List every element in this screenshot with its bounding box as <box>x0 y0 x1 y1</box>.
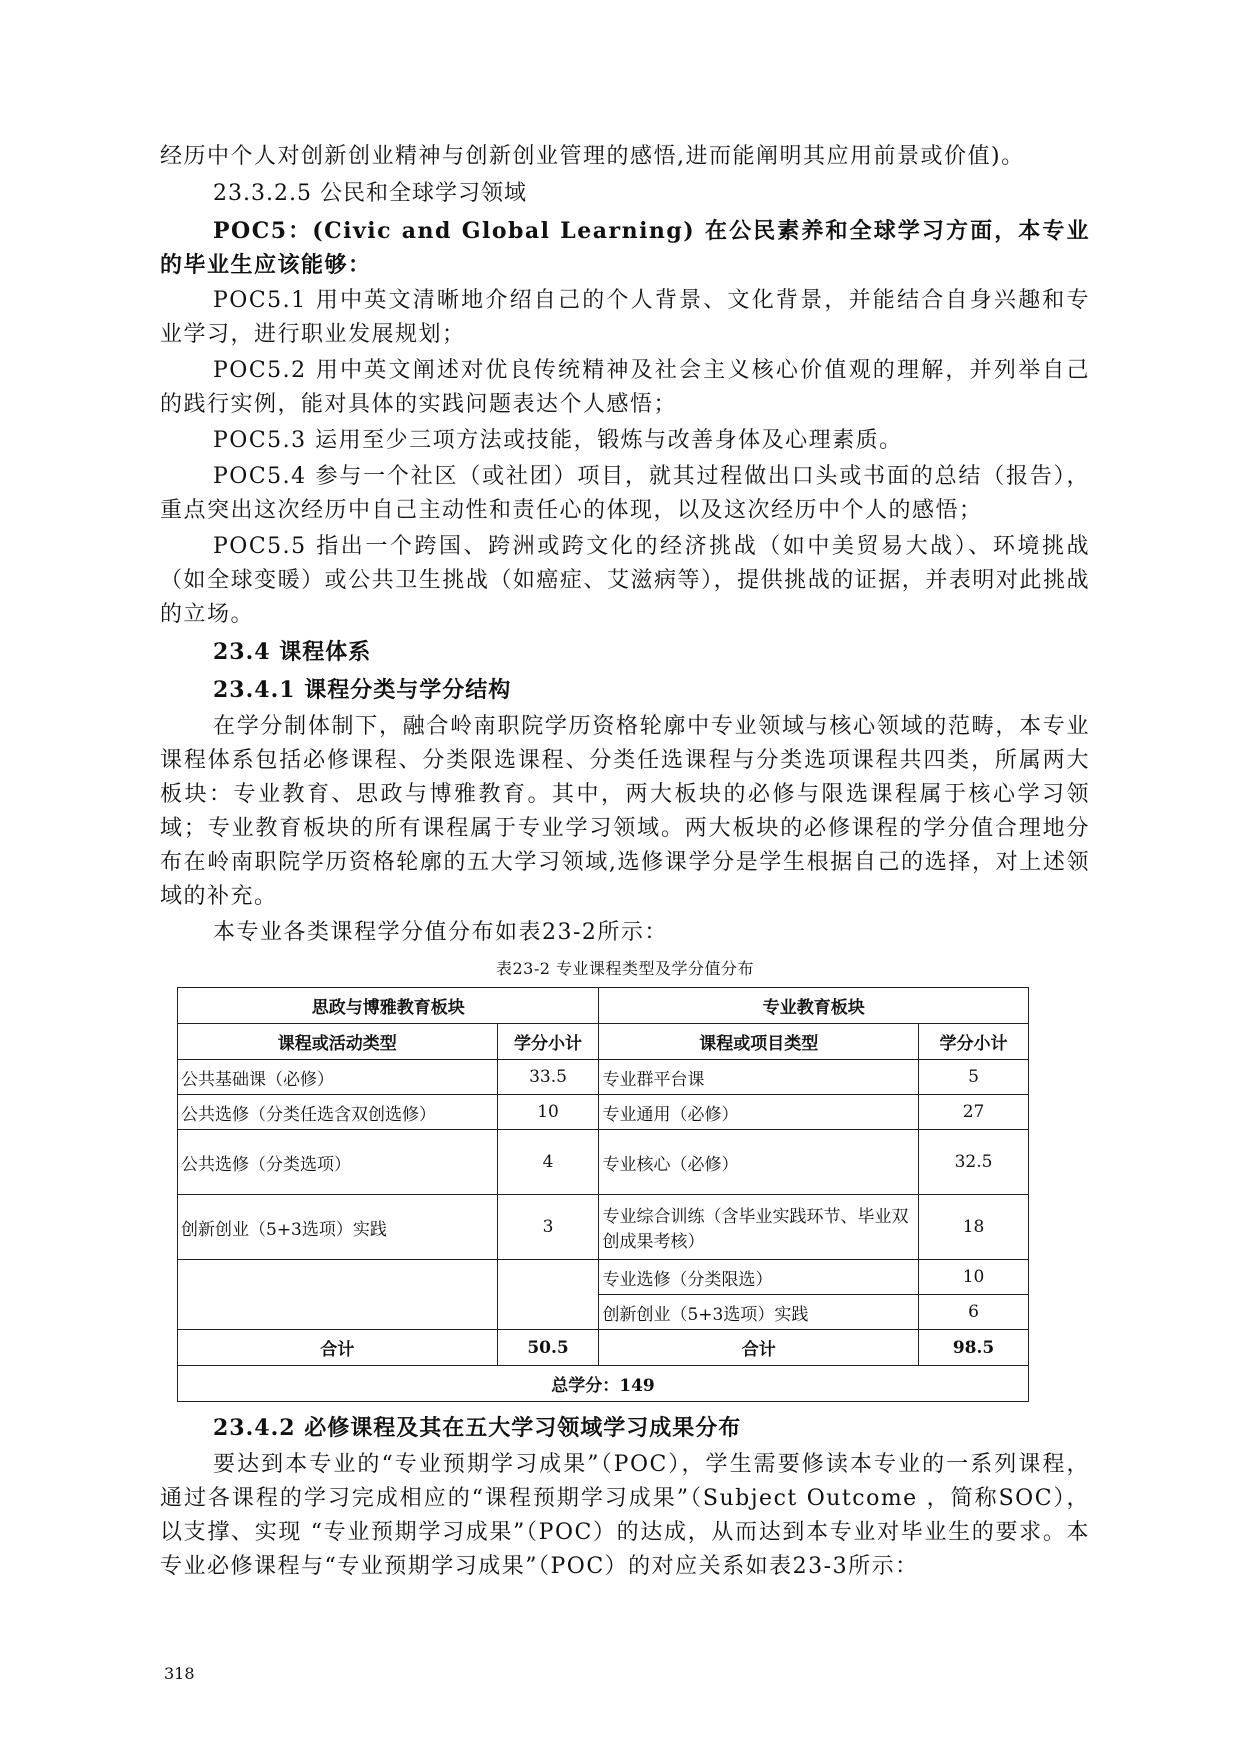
table-block-header-left: 思政与博雅教育板块 <box>178 988 599 1024</box>
table-cell: 专业群平台课 <box>599 1060 919 1095</box>
body-paragraph-credit-system: 在学分制体制下，融合岭南职院学历资格轮廓中专业领域与核心领域的范畴，本专业课程体系包括必修课程、分类限选课程、分类任选课程与分类选项课程共四类，所属两大板块：专业教育、思政与博雅教育。其中，两大板块的必修与限选课程属于核心学习领域；专业教育板块的所有课程属于专业学习领域。两大板块的必修课程的学分值合理地分布在岭南职院学历资格轮廓的五大学习领域,选修课学分是学生根据自己的选择，对上述领域的补充。 <box>160 714 1090 909</box>
table-col-header: 课程或项目类型 <box>599 1024 919 1060</box>
table-cell: 创新创业（5+3选项）实践 <box>599 1295 919 1330</box>
poc5-heading: POC5：(Civic and Global Learning) 在公民素养和全球学习方面，本专业的毕业生应该能够： <box>160 218 1090 278</box>
table-block-header-right: 专业教育板块 <box>599 988 1029 1024</box>
table-cell: 公共选修（分类任选含双创选修） <box>178 1095 498 1130</box>
table-total-label: 合计 <box>599 1330 919 1366</box>
table-row <box>178 1130 1029 1195</box>
document-page <box>160 140 1090 1586</box>
table-cell: 公共基础课（必修） <box>178 1060 498 1095</box>
table-col-header: 学分小计 <box>497 1024 599 1060</box>
table-cell: 3 <box>497 1195 599 1260</box>
table-cell: 4 <box>497 1130 599 1195</box>
table-row <box>178 1260 1029 1295</box>
table-cell: 32.5 <box>919 1130 1029 1195</box>
table-grand-total: 总学分：149 <box>178 1366 1029 1402</box>
table-total-value: 98.5 <box>919 1330 1029 1366</box>
body-paragraph-table-intro: 本专业各类课程学分值分布如表23-2所示： <box>213 920 668 945</box>
table-total-label: 合计 <box>178 1330 498 1366</box>
section-heading-23-4-2: 23.4.2 必修课程及其在五大学习领域学习成果分布 <box>213 1415 742 1441</box>
table-row <box>178 1060 1029 1095</box>
table-cell: 专业综合训练（含毕业实践环节、毕业双创成果考核） <box>599 1195 919 1260</box>
page-number: 318 <box>164 1664 195 1683</box>
section-heading-23-4: 23.4 课程体系 <box>213 639 372 665</box>
table-cell: 6 <box>919 1295 1029 1330</box>
table-col-header: 课程或活动类型 <box>178 1024 498 1060</box>
table-cell: 专业选修（分类限选） <box>599 1260 919 1295</box>
table-cell: 10 <box>497 1095 599 1130</box>
table-row <box>178 1195 1029 1260</box>
poc5-1: POC5.1 用中英文清晰地介绍自己的个人背景、文化背景，并能结合自身兴趣和专业学习，进行职业发展规划； <box>160 288 1090 347</box>
table-cell: 18 <box>919 1195 1029 1260</box>
table-caption: 表23-2 专业课程类型及学分值分布 <box>495 959 755 978</box>
table-row <box>178 1095 1029 1130</box>
table-cell: 公共选修（分类选项） <box>178 1130 498 1195</box>
credit-distribution-table <box>177 987 1029 1402</box>
table-cell: 专业通用（必修） <box>599 1095 919 1130</box>
table-cell: 10 <box>919 1260 1029 1295</box>
table-cell-empty <box>497 1260 599 1330</box>
table-cell: 5 <box>919 1060 1029 1095</box>
table-cell: 27 <box>919 1095 1029 1130</box>
table-col-header: 学分小计 <box>919 1024 1029 1060</box>
table-total-row <box>178 1330 1029 1366</box>
poc5-4: POC5.4 参与一个社区（或社团）项目，就其过程做出口头或书面的总结（报告），重点突出这次经历中自己主动性和责任心的体现，以及这次经历中个人的感悟； <box>160 464 1090 523</box>
poc5-5: POC5.5 指出一个跨国、跨洲或跨文化的经济挑战（如中美贸易大战）、环境挑战（如全球变暖）或公共卫生挑战（如癌症、艾滋病等），提供挑战的证据，并表明对此挑战的立场。 <box>160 534 1090 627</box>
section-heading-23-3-2-5: 23.3.2.5 公民和全球学习领域 <box>213 181 527 206</box>
table-total-value: 50.5 <box>497 1330 599 1366</box>
table-cell: 创新创业（5+3选项）实践 <box>178 1195 498 1260</box>
section-heading-23-4-1: 23.4.1 课程分类与学分结构 <box>213 677 512 703</box>
table-cell: 33.5 <box>497 1060 599 1095</box>
table-cell-empty <box>178 1260 498 1330</box>
poc5-3: POC5.3 运用至少三项方法或技能，锻炼与改善身体及心理素质。 <box>213 428 903 453</box>
body-paragraph-poc-mapping: 要达到本专业的“专业预期学习成果”（POC），学生需要修读本专业的一系列课程，通过各课程的学习完成相应的“课程预期学习成果”（Subject Outcome ，简称SOC），以支撑、实现 “专业预期学习成果”（POC）的达成，从而达到本专业对毕业生的要求。本专业必修课程与“专业预期学习成果”（POC）的对应关系如表23-3所示： <box>160 1452 1090 1579</box>
paragraph-continuation: 经历中个人对创新创业精神与创新创业管理的感悟,进而能阐明其应用前景或价值)。 <box>160 144 1025 169</box>
table-grand-total-row <box>178 1366 1029 1402</box>
poc5-2: POC5.2 用中英文阐述对优良传统精神及社会主义核心价值观的理解，并列举自己的践行实例，能对具体的实践问题表达个人感悟； <box>160 358 1090 417</box>
table-cell: 专业核心（必修） <box>599 1130 919 1195</box>
